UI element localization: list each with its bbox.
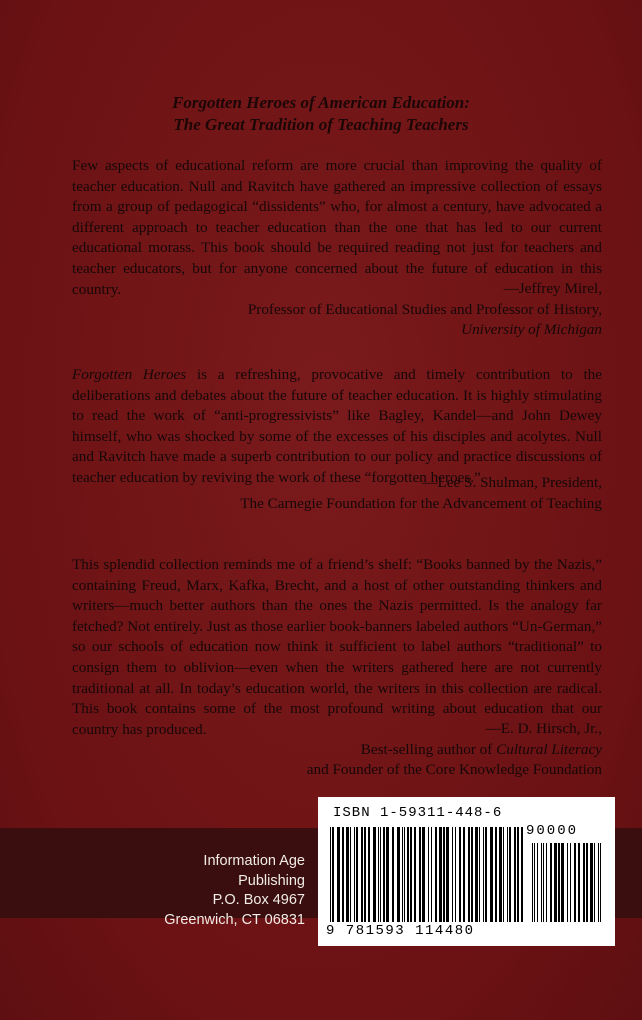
attribution-affiliation: The Carnegie Foundation for the Advancement of Teaching: [240, 494, 602, 512]
barcode-bar: [543, 843, 544, 922]
title-line-1: Forgotten Heroes of American Education:: [172, 93, 470, 112]
barcode-bar: [583, 843, 585, 922]
barcode-bar: [337, 827, 340, 922]
barcode-bar: [368, 827, 370, 922]
barcode-bar: [574, 843, 576, 922]
barcode-bar: [463, 827, 465, 922]
barcode-bar: [546, 843, 547, 922]
barcode-bar: [431, 827, 432, 922]
barcode-bar: [439, 827, 442, 922]
barcode-bar: [402, 827, 403, 922]
barcode-bar: [534, 843, 535, 922]
blurb-shulman-attribution: [240, 473, 602, 514]
barcode-bar: [419, 827, 421, 922]
barcode-bar: [455, 827, 456, 922]
barcode-bar: [567, 843, 568, 922]
publisher-po-box: P.O. Box 4967: [212, 892, 305, 908]
barcode-bar: [446, 827, 449, 922]
barcode-bar: [404, 827, 405, 922]
barcode-bar: [590, 843, 593, 922]
barcode-bar: [570, 843, 571, 922]
barcode-bar: [435, 827, 437, 922]
publisher-info: [140, 852, 305, 930]
barcode-bar: [475, 827, 478, 922]
barcode-bar: [414, 827, 416, 922]
barcode-bar: [514, 827, 516, 922]
barcode-bar: [361, 827, 363, 922]
attribution-affiliation: and Founder of the Core Knowledge Foundation: [306, 761, 602, 779]
barcode-bar: [490, 827, 493, 922]
barcode-bar: [468, 827, 470, 922]
publisher-name: Information Age Publishing: [203, 853, 305, 889]
blurb-hirsch-text: This splendid collection reminds me of a friend’s shelf: “Books banned by the Nazis,” containing Freud, Marx, Kafka, Brecht, and a host of other outstanding thinkers and writers—much better authors than the ones the Nazis permitted. Is the analogy far fetched? Not entirely. Just as those earlier book-banners labeled authors “Un-German,” so our schools of education now think it sufficient to label authors “traditional” to consign them to oblivion—even when the writers gathered here are not currently traditional at all. In today’s education world, the writers in this collection are radical. This book contains some of the most profound writing about education that our country has produced.: [72, 556, 602, 738]
barcode-bar: [410, 827, 412, 922]
barcode-bar: [350, 827, 351, 922]
barcode-bar: [495, 827, 497, 922]
book-title: [0, 92, 642, 136]
blurb-shulman-text: [72, 365, 602, 489]
barcode-bar: [541, 843, 542, 922]
barcode-bar: [356, 827, 358, 922]
role-prefix: Best-selling author of: [360, 740, 497, 758]
attribution-author: —Lee S. Shulman, President,: [422, 474, 602, 491]
barcode-bar: [586, 843, 588, 922]
barcode-bar: [550, 843, 552, 922]
barcode-bar: [422, 827, 425, 922]
barcode-bar: [598, 843, 599, 922]
barcode-bar: [537, 843, 538, 922]
barcode-bar: [392, 827, 394, 922]
barcode-bar: [507, 827, 508, 922]
barcode-bar: [332, 827, 334, 922]
blurb-lead-title: Forgotten Heroes: [72, 366, 187, 383]
barcode-bar: [364, 827, 366, 922]
barcode-bar: [407, 827, 409, 922]
barcode-bar: [354, 827, 355, 922]
barcode-bar: [517, 827, 519, 922]
barcode-bar: [428, 827, 429, 922]
barcode-bar: [509, 827, 511, 922]
barcode-bar: [503, 827, 504, 922]
barcode-bar: [554, 843, 557, 922]
barcode-bar: [561, 843, 564, 922]
blurb-hirsch-attribution: [307, 719, 602, 781]
barcode-bar: [532, 843, 533, 922]
barcode-bar: [578, 843, 580, 922]
barcode-bar: [342, 827, 344, 922]
attribution-affiliation: University of Michigan: [461, 321, 602, 339]
attribution-role: Professor of Educational Studies and Professor of History,: [247, 300, 602, 318]
barcode-bar: [600, 843, 601, 922]
attribution-author: —E. D. Hirsch, Jr.,: [485, 720, 602, 737]
blurb-mirel-text: Few aspects of educational reform are more crucial than improving the quality of teacher education. Null and Ravitch have gathered an impressive collection of essays from a group of pedagogical “dissidents” who, for almost a century, have advocated a different approach to teacher education than the one that has led to our current educational morass. This book should be required reading not just for teachers and teacher educators, but for anyone concerned about the future of education in this country.: [72, 157, 602, 298]
attribution-role: [307, 740, 602, 761]
publisher-city: Greenwich, CT 06831: [164, 911, 305, 928]
title-line-2: The Great Tradition of Teaching Teachers: [173, 115, 469, 134]
barcode-bar: [479, 827, 480, 922]
barcode-bar: [443, 827, 445, 922]
barcode-bar: [452, 827, 453, 922]
isbn-barcode: [318, 797, 615, 946]
barcode-bar: [346, 827, 349, 922]
barcode-bar: [594, 843, 595, 922]
barcode-bar: [483, 827, 484, 922]
barcode-bar: [397, 827, 400, 922]
barcode-bar: [521, 827, 523, 922]
blurb-body: is a refreshing, provocative and timely contribution to the deliberations and debates about the future of teacher education. It is highly stimulating to read the work of “anti-progressivists” like Bagley, Kandel—and John Dewey himself, who was shocked by some of the excesses of his disciples and acolytes. Null and Ravitch have made a superb contribution to our policy and practice discussions of teacher education by reviving the work of these “forgotten heroes.”: [72, 366, 603, 486]
barcode-bar: [383, 827, 385, 922]
blurb-mirel-attribution: [248, 279, 602, 341]
barcode-bar: [373, 827, 376, 922]
barcode-bar: [459, 827, 461, 922]
barcode-bar: [485, 827, 487, 922]
price-code-label: 90000: [526, 823, 579, 839]
role-title: Cultural Literacy: [496, 740, 602, 758]
barcode-bar: [499, 827, 502, 922]
barcode-bar: [378, 827, 379, 922]
barcode-bar: [558, 843, 560, 922]
barcode-bar: [380, 827, 381, 922]
barcode-bar: [386, 827, 389, 922]
barcode-bar: [330, 827, 331, 922]
barcode-bar: [471, 827, 473, 922]
isbn-label: ISBN 1-59311-448-6: [333, 805, 503, 821]
addon-barcode-bars: [532, 843, 601, 922]
ean-number-label: 9 781593 114480: [326, 923, 475, 939]
attribution-author: —Jeffrey Mirel,: [503, 280, 602, 297]
ean-barcode-bars: [330, 827, 523, 922]
